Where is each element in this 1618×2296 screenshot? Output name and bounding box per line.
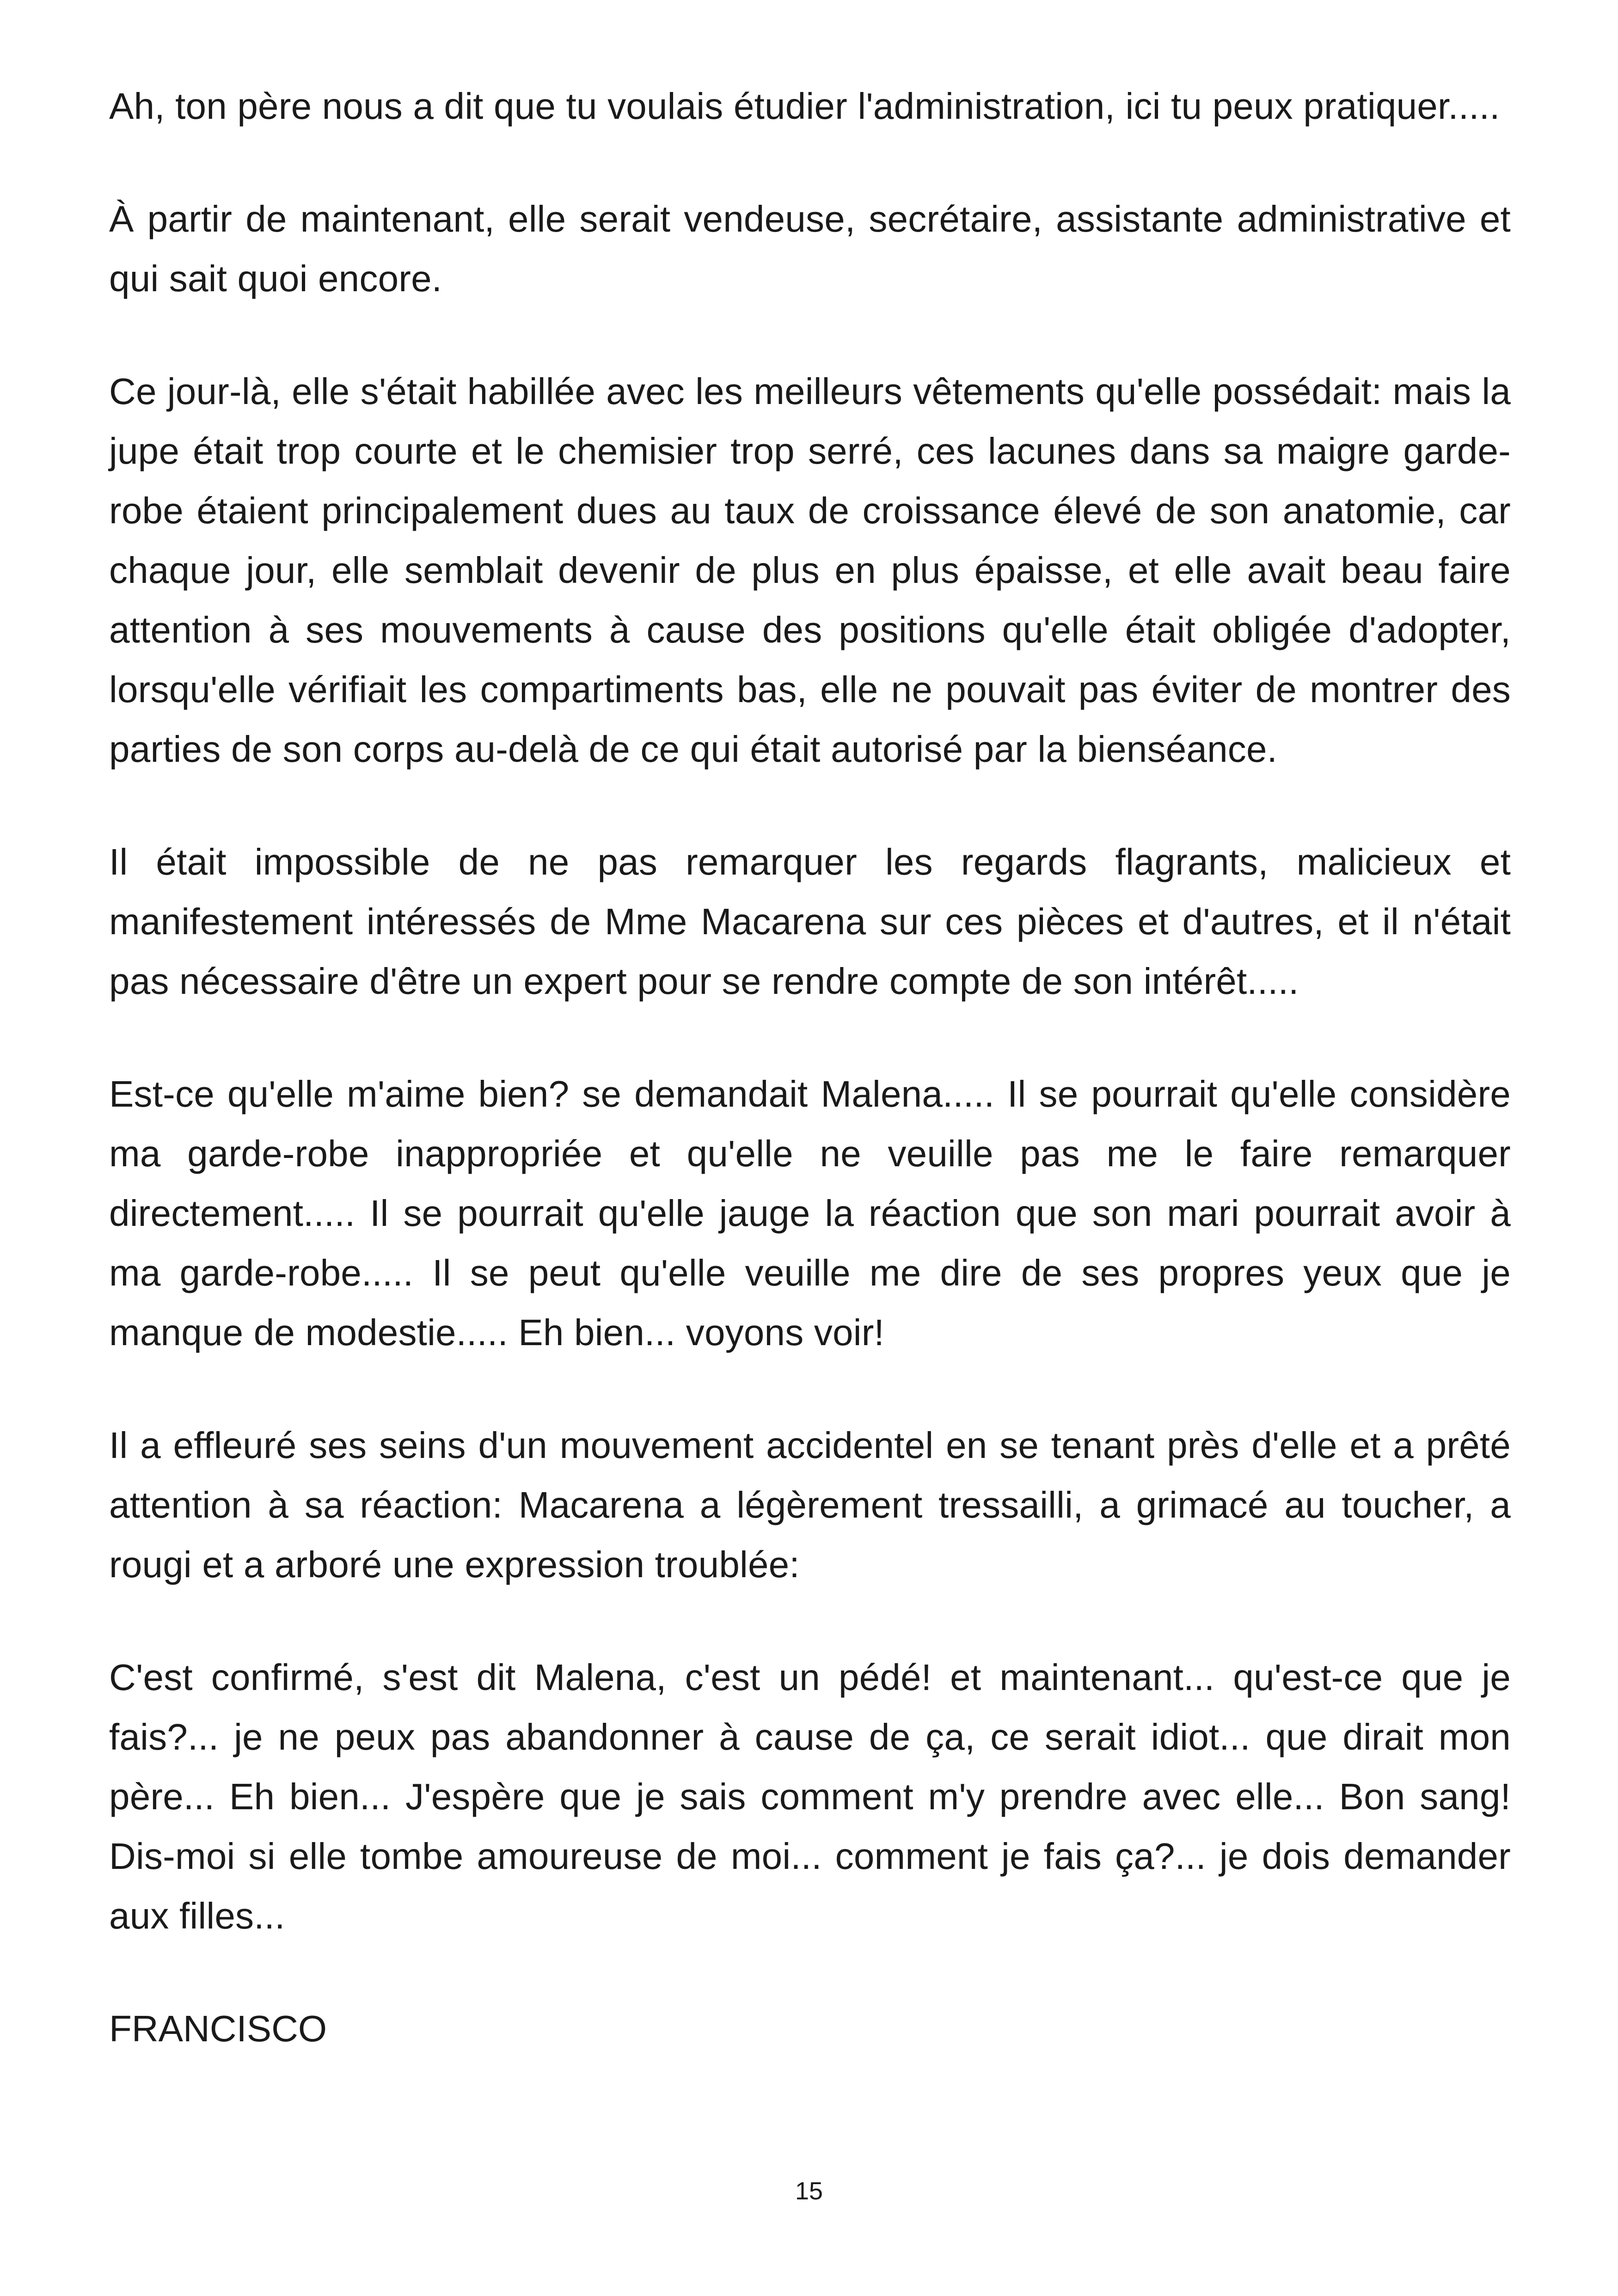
- paragraph-6: Il a effleuré ses seins d'un mouvement accidentel en se tenant près d'elle et a prêté attention à sa réaction: Macarena a légèrement tressailli, a grimacé au toucher, a rougi et a arboré une expression troublée:: [109, 1425, 1511, 1585]
- paragraph-5: Est-ce qu'elle m'aime bien? se demandait Malena..... Il se pourrait qu'elle considère ma garde-robe inappropriée et qu'elle ne veuille pas me le faire remarquer directement..... Il se pourrait qu'elle jauge la réaction que son mari pourrait avoir à ma garde-robe..... Il se peut qu'elle veuille me dire de ses propres yeux que je manque de modestie..... Eh bien... voyons voir!: [109, 1073, 1511, 1353]
- paragraph-3: Ce jour-là, elle s'était habillée avec les meilleurs vêtements qu'elle possédait: mais la jupe était trop courte et le chemisier trop serré, ces lacunes dans sa maigre garde-robe étaient principalement dues au taux de croissance élevé de son anatomie, car chaque jour, elle semblait devenir de plus en plus épaisse, et elle avait beau faire attention à ses mouvements à cause des positions qu'elle était obligée d'adopter, lorsqu'elle vérifiait les compartiments bas, elle ne pouvait pas éviter de montrer des parties de son corps au-delà de ce qui était autorisé par la bienséance.: [109, 371, 1511, 770]
- paragraph-4: Il était impossible de ne pas remarquer les regards flagrants, malicieux et manifestement intéressés de Mme Macarena sur ces pièces et d'autres, et il n'était pas nécessaire d'être un expert pour se rendre compte de son intérêt.....: [109, 841, 1511, 1002]
- paragraph-1: Ah, ton père nous a dit que tu voulais étudier l'administration, ici tu peux pratiquer.....: [109, 86, 1500, 127]
- text-body: [109, 76, 1511, 2058]
- section-heading: FRANCISCO: [109, 2008, 327, 2049]
- paragraph-7: C'est confirmé, s'est dit Malena, c'est un pédé! et maintenant... qu'est-ce que je fais?... je ne peux pas abandonner à cause de ça, ce serait idiot... que dirait mon père... Eh bien... J'espère que je sais comment m'y prendre avec elle... Bon sang! Dis-moi si elle tombe amoureuse de moi... comment je fais ça?... je dois demander aux filles...: [109, 1657, 1511, 1936]
- paragraph-2: À partir de maintenant, elle serait vendeuse, secrétaire, assistante administrative et qui sait quoi encore.: [109, 198, 1511, 299]
- page-number: 15: [795, 2177, 823, 2205]
